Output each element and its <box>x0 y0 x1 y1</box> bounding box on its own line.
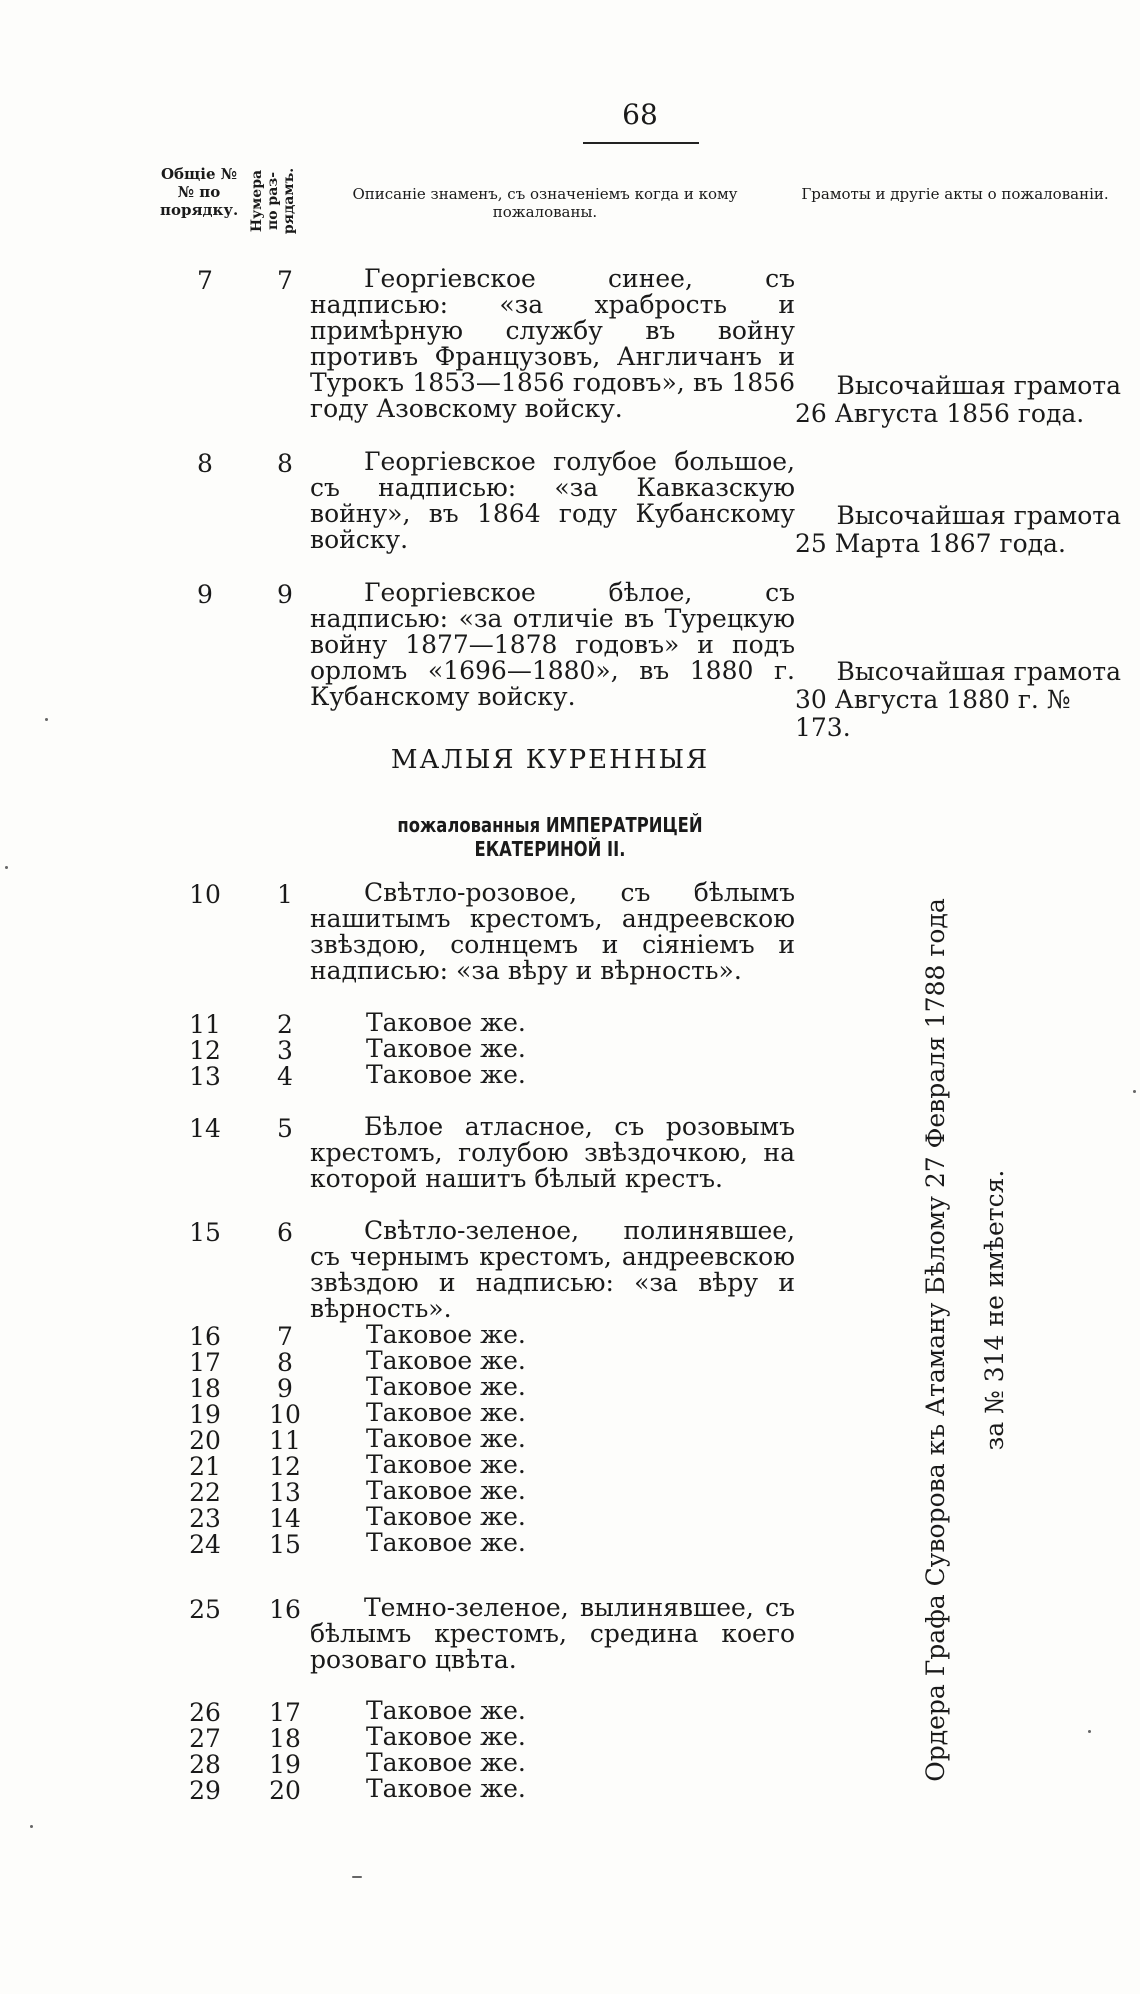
general-number: 20 <box>189 1426 221 1455</box>
general-number: 23 <box>189 1504 221 1533</box>
category-number: 3 <box>277 1036 293 1065</box>
banner-description: Георгіевское голубое большое, съ надписью: «за Кавказскую войну», въ 1864 году Кубанскому войску. <box>310 447 795 554</box>
general-number: 17 <box>189 1348 221 1377</box>
category-number: 19 <box>269 1750 301 1779</box>
side-note-order-text: Ордера Графа Суворова къ Атаману Бѣлому 27 Февраля 1788 года <box>921 898 950 1782</box>
general-number: 27 <box>189 1724 221 1753</box>
general-number: 25 <box>189 1595 221 1624</box>
grant-reference <box>795 502 1125 558</box>
category-number: 9 <box>277 1374 293 1403</box>
category-number: 8 <box>277 449 293 478</box>
banner-description: Таковое же. <box>366 1372 526 1401</box>
category-number: 12 <box>269 1452 301 1481</box>
category-number: 2 <box>277 1010 293 1039</box>
category-number: 9 <box>277 580 293 609</box>
banner-description: Таковое же. <box>366 1008 526 1037</box>
header-general-number: Общіе № № по порядку. <box>160 165 239 219</box>
category-number: 15 <box>269 1530 301 1559</box>
general-number: 22 <box>189 1478 221 1507</box>
category-number: 10 <box>269 1400 301 1429</box>
general-number: 7 <box>197 266 213 295</box>
banner-description: Таковое же. <box>366 1774 526 1803</box>
general-number: 13 <box>189 1062 221 1091</box>
side-note-missing <box>975 1130 1015 1490</box>
banner-description: Таковое же. <box>366 1398 526 1427</box>
header-category-number <box>238 163 308 239</box>
category-number: 4 <box>277 1062 293 1091</box>
banner-description: Георгіевское синее, съ надписью: «за храбрость и примѣрную службу въ войну противъ Французовъ, Англичанъ и Турокъ 1853—1856 годовъ», въ 1856 году Азовскому войску. <box>310 264 795 423</box>
general-number: 15 <box>189 1218 221 1247</box>
side-note-order <box>916 898 956 1782</box>
category-number: 17 <box>269 1698 301 1727</box>
general-number: 19 <box>189 1400 221 1429</box>
banner-description: Таковое же. <box>366 1450 526 1479</box>
scan-speck <box>1088 1730 1091 1733</box>
general-number: 12 <box>189 1036 221 1065</box>
category-number: 11 <box>269 1426 301 1455</box>
general-number: 26 <box>189 1698 221 1727</box>
general-number: 16 <box>189 1322 221 1351</box>
header-grants: Грамоты и другіе акты о пожалованіи. <box>801 185 1109 203</box>
header-description: Описаніе знаменъ, съ означеніемъ когда и кому пожалованы. <box>352 185 738 221</box>
grant-date: 26 Августа 1856 года. <box>795 399 1085 428</box>
grant-title: Высочайшая грамота <box>836 501 1121 530</box>
scan-speck <box>352 1876 362 1878</box>
category-number: 13 <box>269 1478 301 1507</box>
grant-reference <box>795 658 1125 742</box>
section-title: МАЛЫЯ КУРЕННЫЯ <box>390 745 710 775</box>
page-number-rule <box>583 142 699 144</box>
section-subtitle: пожалованныя ИМПЕРАТРИЦЕЙ ЕКАТЕРИНОЙ II. <box>397 813 703 861</box>
grant-date: 30 Августа 1880 г. № 173. <box>795 685 1071 742</box>
general-number: 29 <box>189 1776 221 1805</box>
general-number: 10 <box>189 880 221 909</box>
banner-description: Таковое же. <box>366 1722 526 1751</box>
category-number: 8 <box>277 1348 293 1377</box>
category-number: 20 <box>269 1776 301 1805</box>
grant-title: Высочайшая грамота <box>836 371 1121 400</box>
general-number: 9 <box>197 580 213 609</box>
page-number: 68 <box>622 98 658 131</box>
category-number: 6 <box>277 1218 293 1247</box>
banner-description: Свѣтло-розовое, съ бѣлымъ нашитымъ крестомъ, андреевскою звѣздою, солнцемъ и сіяніемъ и надписью: «за вѣру и вѣрность». <box>310 878 795 985</box>
category-number: 7 <box>277 266 293 295</box>
category-number: 16 <box>269 1595 301 1624</box>
general-number: 11 <box>189 1010 221 1039</box>
general-number: 14 <box>189 1114 221 1143</box>
scan-speck <box>30 1825 33 1828</box>
category-number: 14 <box>269 1504 301 1533</box>
general-number: 8 <box>197 449 213 478</box>
banner-description: Таковое же. <box>366 1476 526 1505</box>
banner-description: Таковое же. <box>366 1346 526 1375</box>
grant-reference <box>795 372 1125 428</box>
category-number: 7 <box>277 1322 293 1351</box>
banner-description: Таковое же. <box>366 1320 526 1349</box>
banner-description: Таковое же. <box>366 1060 526 1089</box>
general-number: 21 <box>189 1452 221 1481</box>
scan-speck <box>45 718 48 721</box>
banner-description: Таковое же. <box>366 1696 526 1725</box>
header-category-number-text: Нумера по раз- рядамъ. <box>249 167 297 235</box>
banner-description: Таковое же. <box>366 1502 526 1531</box>
banner-description: Таковое же. <box>366 1748 526 1777</box>
scan-speck <box>5 866 8 869</box>
banner-description: Георгіевское бѣлое, съ надписью: «за отличіе въ Турецкую войну 1877—1878 годовъ» и подъ орломъ «1696—1880», въ 1880 г. Кубанскому войску. <box>310 578 795 711</box>
general-number: 18 <box>189 1374 221 1403</box>
category-number: 5 <box>277 1114 293 1143</box>
grant-date: 25 Марта 1867 года. <box>795 529 1066 558</box>
grant-title: Высочайшая грамота <box>836 657 1121 686</box>
banner-description: Таковое же. <box>366 1528 526 1557</box>
banner-description: Свѣтло-зеленое, полинявшее, съ чернымъ крестомъ, андреевскою звѣздою и надписью: «за вѣру и вѣрность». <box>310 1216 795 1323</box>
side-note-missing-text: за № 314 не имѣется. <box>980 1169 1009 1451</box>
banner-description: Таковое же. <box>366 1034 526 1063</box>
general-number: 24 <box>189 1530 221 1559</box>
general-number: 28 <box>189 1750 221 1779</box>
category-number: 1 <box>277 880 293 909</box>
banner-description: Бѣлое атласное, съ розовымъ крестомъ, голубою звѣздочкою, на которой нашитъ бѣлый крестъ. <box>310 1112 795 1193</box>
category-number: 18 <box>269 1724 301 1753</box>
banner-description: Темно-зеленое, вылинявшее, съ бѣлымъ крестомъ, средина коего розоваго цвѣта. <box>310 1593 795 1674</box>
banner-description: Таковое же. <box>366 1424 526 1453</box>
scan-speck <box>1133 1090 1136 1093</box>
